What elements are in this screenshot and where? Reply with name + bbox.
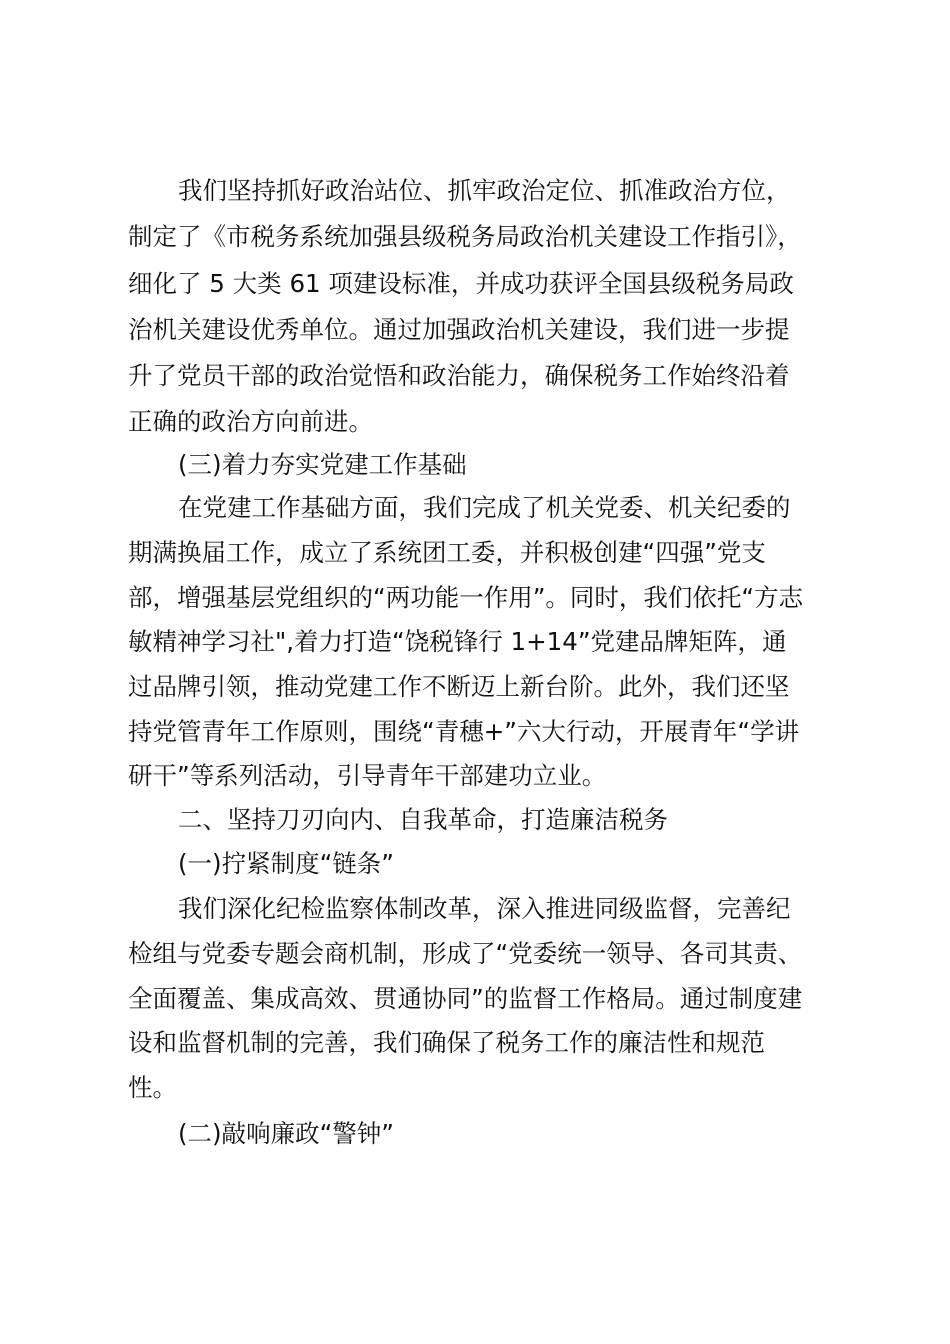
paragraph-party-foundation-line-4: 敏精神学习社",着力打造“饶税锋行 1+14”党建品牌矩阵，通 bbox=[128, 627, 787, 656]
paragraph-political-positioning-line-6: 正确的政治方向前进。 bbox=[128, 407, 373, 436]
paragraph-party-foundation-line-7: 研干”等系列活动，引导青年干部建功立业。 bbox=[128, 761, 607, 790]
paragraph-party-foundation-line-2: 期满换届工作，成立了系统团工委，并积极创建“四强”党支 bbox=[128, 538, 766, 567]
subsection-heading-system-chain: (一)拧紧制度“链条” bbox=[178, 849, 395, 878]
paragraph-party-foundation-line-3: 部，增强基层党组织的“两功能一作用”。同时，我们依托“方志 bbox=[128, 583, 804, 612]
paragraph-party-foundation-line-6: 持党管青年工作原则，围绕“青穗+”六大行动，开展青年“学讲 bbox=[128, 717, 800, 746]
paragraph-party-foundation-line-1: 在党建工作基础方面，我们完成了机关党委、机关纪委的 bbox=[178, 493, 791, 522]
section-heading-clean-taxation: 二、坚持刀刃向内、自我革命，打造廉洁税务 bbox=[178, 805, 668, 834]
paragraph-political-positioning-line-2: 制定了《市税务系统加强县级税务局政治机关建设工作指引》， bbox=[128, 222, 802, 251]
paragraph-political-positioning-line-1: 我们坚持抓好政治站位、抓牢政治定位、抓准政治方位， bbox=[178, 176, 791, 205]
paragraph-supervision-line-4: 设和监督机制的完善，我们确保了税务工作的廉洁性和规范 bbox=[128, 1028, 765, 1057]
subsection-heading-integrity-alarm: (二)敲响廉政“警钟” bbox=[178, 1119, 395, 1148]
paragraph-party-foundation-line-5: 过品牌引领，推动党建工作不断迈上新台阶。此外，我们还坚 bbox=[128, 672, 790, 701]
paragraph-supervision-line-3: 全面覆盖、集成高效、贯通协同”的监督工作格局。通过制度建 bbox=[128, 984, 803, 1013]
paragraph-supervision-line-1: 我们深化纪检监察体制改革，深入推进同级监督，完善纪 bbox=[178, 894, 791, 923]
paragraph-political-positioning-line-5: 升了党员干部的政治觉悟和政治能力，确保税务工作始终沿着 bbox=[128, 361, 790, 390]
paragraph-supervision-line-5: 性。 bbox=[128, 1073, 177, 1102]
paragraph-supervision-line-2: 检组与党委专题会商机制，形成了“党委统一领导、各司其责、 bbox=[128, 939, 803, 968]
paragraph-political-positioning-line-4: 治机关建设优秀单位。通过加强政治机关建设，我们进一步提 bbox=[128, 315, 790, 344]
section-heading-party-foundation: (三)着力夯实党建工作基础 bbox=[178, 450, 467, 479]
paragraph-political-positioning-line-3: 细化了 5 大类 61 项建设标准，并成功获评全国县级税务局政 bbox=[128, 269, 794, 298]
